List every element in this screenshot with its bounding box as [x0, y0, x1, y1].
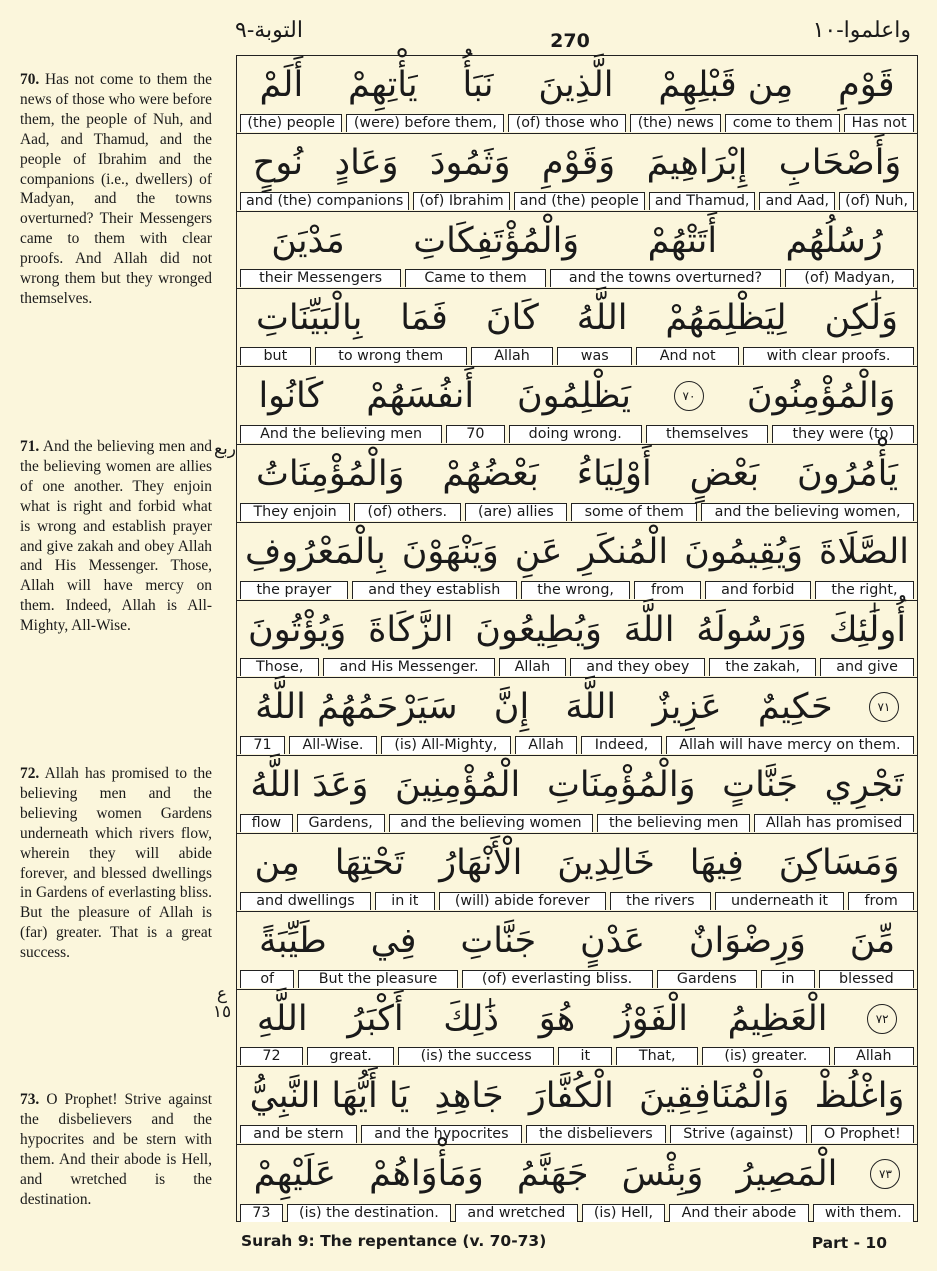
grid-row: [237, 1145, 917, 1223]
arabic-word: تَجْرِي: [824, 765, 904, 806]
english-gloss: O Prophet!: [811, 1125, 914, 1143]
grid-row: [237, 912, 917, 990]
english-gloss-line: [240, 892, 914, 910]
english-gloss: and Aad,: [759, 192, 835, 210]
arabic-word: وَمَأْوَاهُمْ: [369, 1154, 484, 1195]
english-gloss: Indeed,: [581, 736, 661, 754]
english-gloss: Allah has promised: [754, 814, 914, 832]
arabic-line: [237, 523, 917, 581]
english-gloss: and Thamud,: [649, 192, 756, 210]
english-gloss: (of) Ibrahim: [413, 192, 509, 210]
english-gloss: and they establish: [352, 581, 517, 599]
english-gloss: from: [848, 892, 914, 910]
english-gloss: (will) abide forever: [439, 892, 606, 910]
arabic-word: وَيَنْهَوْنَ: [401, 531, 499, 572]
english-gloss-line: [240, 658, 914, 676]
english-gloss: in it: [375, 892, 435, 910]
arabic-word: وَقَوْمِ: [541, 142, 616, 183]
arabic-word: وَالْمُؤْمِنَاتُ: [255, 454, 405, 494]
verse-text: O Prophet! Strive against the disbelievers and the hypocrites and be stern with them. And their abode is Hell, and wretched is the destination.: [20, 1091, 212, 1208]
footer-surah-title: Surah 9: The repentance (v. 70-73): [241, 1232, 547, 1250]
english-gloss: the disbelievers: [526, 1125, 666, 1143]
english-gloss: doing wrong.: [509, 425, 642, 443]
word-by-word-grid: [236, 55, 918, 1222]
english-gloss: Strive (against): [670, 1125, 807, 1143]
english-gloss: and the hypocrites: [361, 1125, 522, 1143]
arabic-word: أَلَمْ: [259, 65, 304, 105]
arabic-word: يَأْمُرُونَ: [796, 454, 899, 494]
grid-row: [237, 134, 917, 212]
arabic-word: الْفَوْزُ: [614, 998, 688, 1039]
english-gloss: the believing men: [597, 814, 750, 832]
arabic-word: جَهَنَّمُ: [516, 1154, 589, 1195]
arabic-word: طَيِّبَةً: [259, 920, 327, 961]
verse-text: Has not come to them the news of those who were before them, the people of Nuh, and Aad, and Thamud, and the people of Ibrahim and the companions (i.e., dwellers) of Madyan, and the towns overturned? Their Messengers came to them with clear proofs. And Allah did not wrong them but they wronged themselves.: [20, 71, 212, 307]
english-gloss: their Messengers: [240, 269, 401, 287]
english-gloss: Has not: [844, 114, 914, 132]
english-gloss: (the) people: [240, 114, 342, 132]
english-gloss: come to them: [725, 114, 840, 132]
arabic-word: رُسُلُهُم: [785, 220, 883, 261]
english-gloss: the rivers: [610, 892, 711, 910]
english-gloss: (of) those who: [508, 114, 626, 132]
arabic-word: مِّنَ: [849, 920, 896, 961]
english-gloss: Allah: [471, 347, 554, 365]
arabic-word: مِن قَبْلِهِمْ: [658, 65, 794, 105]
arabic-word: وَعَادٍ: [334, 142, 399, 183]
arabic-word: وَالْمُنَافِقِينَ: [639, 1076, 790, 1117]
english-gloss: to wrong them: [315, 347, 467, 365]
arabic-word: اللَّهَ: [623, 609, 675, 650]
arabic-word: يَا أَيُّهَا النَّبِيُّ: [249, 1076, 410, 1117]
arabic-word: وَبِئْسَ: [621, 1154, 704, 1195]
arabic-word: إِنَّ: [493, 687, 530, 728]
english-gloss: (is) greater.: [702, 1047, 830, 1065]
english-gloss: from: [634, 581, 700, 599]
arabic-line: [237, 367, 917, 425]
arabic-word: بِالْمَعْرُوفِ: [245, 531, 386, 572]
english-gloss-line: [240, 114, 914, 132]
english-gloss: Those,: [240, 658, 319, 676]
english-gloss-line: [240, 970, 914, 988]
english-gloss: underneath it: [715, 892, 844, 910]
verse-number: 72.: [20, 765, 40, 782]
arabic-line: [237, 678, 917, 736]
english-gloss-line: [240, 425, 914, 443]
english-gloss: and wretched: [455, 1204, 577, 1222]
arabic-word: مَدْيَنَ: [271, 220, 345, 261]
arabic-word: وَاغْلُظْ: [814, 1076, 905, 1117]
english-gloss: and His Messenger.: [323, 658, 494, 676]
arabic-word: الْمُؤْمِنِينَ: [395, 765, 521, 806]
english-gloss: (the) news: [630, 114, 721, 132]
arabic-word: وَعَدَ اللَّهُ: [250, 765, 369, 806]
translation-verse-71: [20, 437, 212, 636]
english-gloss: and the believing women: [389, 814, 594, 832]
arabic-word: فَمَا: [400, 298, 448, 339]
english-gloss: of: [240, 970, 294, 988]
arabic-word: وَثَمُودَ: [429, 142, 511, 183]
grid-row: [237, 678, 917, 756]
arabic-line: [237, 912, 917, 970]
arabic-word: عَدْنٍ: [580, 920, 645, 961]
arabic-word: الْكُفَّارَ: [528, 1076, 614, 1117]
verse-number-cell: 73: [240, 1204, 283, 1222]
english-gloss: (of) everlasting bliss.: [462, 970, 653, 988]
arabic-line: [237, 990, 917, 1048]
arabic-word: الصَّلَاةَ: [819, 531, 910, 572]
verse-number: 71.: [20, 438, 40, 455]
english-gloss: Allah: [499, 658, 567, 676]
english-gloss: themselves: [646, 425, 769, 443]
arabic-word: كَانَ: [485, 298, 539, 339]
english-gloss: All-Wise.: [289, 736, 377, 754]
arabic-word: الْأَنْهَارُ: [439, 843, 523, 883]
arabic-word: خَالِدِينَ: [557, 843, 655, 883]
verse-text: Allah has promised to the believing men and the believing women Gardens underneath which rivers flow, wherein they will abide forever, and blessed dwellings in Gardens of everlasting bliss. But the pleasure of Allah is (far) greater. That is a great success.: [20, 765, 213, 962]
arabic-word: جَاهِدِ: [434, 1076, 504, 1117]
english-gloss: the zakah,: [709, 658, 816, 676]
english-gloss: (is) All-Mighty,: [381, 736, 511, 754]
grid-row: [237, 756, 917, 834]
english-gloss: But the pleasure: [298, 970, 457, 988]
arabic-word: تَحْتِهَا: [334, 843, 405, 883]
arabic-word: ذَٰلِكَ: [443, 998, 500, 1039]
arabic-line: [237, 134, 917, 192]
arabic-word: قَوْمِ: [838, 65, 895, 105]
arabic-word: كَانُوا: [258, 376, 324, 417]
english-gloss: and they obey: [570, 658, 705, 676]
arabic-word: بَعْضٍ: [689, 454, 760, 494]
arabic-word: الَّذِينَ: [538, 65, 614, 105]
english-gloss: And the believing men: [240, 425, 442, 443]
english-gloss-line: [240, 269, 914, 287]
english-gloss: with clear proofs.: [743, 347, 914, 365]
english-gloss: (is) the success: [398, 1047, 554, 1065]
grid-row: [237, 289, 917, 367]
english-gloss-line: [240, 1047, 914, 1065]
arabic-word: جَنَّاتِ: [460, 920, 537, 961]
verse-text: And the believing men and the believing women are allies of one another. They enjoin what is right and forbid what is wrong and establish prayer and give zakah and obey Allah and His Messenger. Those, Allah will have mercy on them. Indeed, Allah is All-Mighty, All-Wise.: [20, 438, 212, 635]
grid-row: [237, 56, 917, 134]
arabic-word: جَنَّاتٍ: [722, 765, 798, 806]
verse-number: 73.: [20, 1091, 40, 1108]
english-gloss: (of) Nuh,: [839, 192, 914, 210]
arabic-line: [237, 834, 917, 892]
arabic-word: إِبْرَاهِيمَ: [646, 142, 748, 183]
arabic-word: بِالْبَيِّنَاتِ: [255, 298, 363, 339]
english-gloss: Allah: [515, 736, 577, 754]
translation-verse-73: [20, 1090, 212, 1209]
arabic-word: عَلَيْهِمْ: [253, 1154, 337, 1195]
english-gloss: And their abode: [669, 1204, 808, 1222]
english-gloss: Allah: [834, 1047, 914, 1065]
english-gloss: (were) before them,: [346, 114, 504, 132]
arabic-word: وَرِضْوَانٌ: [688, 920, 806, 961]
grid-row: [237, 990, 917, 1068]
english-gloss: and be stern: [240, 1125, 357, 1143]
english-gloss: it: [558, 1047, 612, 1065]
arabic-line: [237, 756, 917, 814]
arabic-line: [237, 1145, 917, 1203]
ayah-end-marker: ٧١: [869, 692, 899, 722]
footer-part-number: Part - 10: [811, 1234, 887, 1252]
arabic-word: أَكْبَرُ: [347, 998, 404, 1039]
english-gloss-line: [240, 1204, 914, 1222]
rub-marker: ربع: [214, 439, 236, 459]
ruku-marker: ع ١٥: [212, 984, 232, 1022]
translation-verse-70: [20, 70, 212, 309]
english-gloss: was: [557, 347, 632, 365]
verse-number-cell: 72: [240, 1047, 303, 1065]
arabic-word: الزَّكَاةَ: [368, 609, 454, 650]
arabic-word: فِيهَا: [689, 843, 744, 883]
page-number: 270: [550, 30, 590, 52]
english-gloss: (of) Madyan,: [785, 269, 914, 287]
arabic-word: اللَّهِ: [256, 998, 308, 1039]
arabic-line: [237, 289, 917, 347]
english-gloss: some of them: [571, 503, 697, 521]
english-gloss: the right,: [815, 581, 914, 599]
verse-number-cell: 71: [240, 736, 285, 754]
english-gloss: and dwellings: [240, 892, 371, 910]
english-gloss: flow: [240, 814, 293, 832]
english-gloss: Allah will have mercy on them.: [666, 736, 914, 754]
english-gloss: (is) the destination.: [287, 1204, 451, 1222]
arabic-word: أَوْلِيَاءُ: [576, 454, 652, 494]
english-gloss: They enjoin: [240, 503, 350, 521]
arabic-word: وَلَٰكِن: [824, 298, 899, 339]
english-gloss: Gardens: [657, 970, 758, 988]
verse-number: 70.: [20, 71, 40, 88]
english-gloss: but: [240, 347, 311, 365]
arabic-word: وَيُطِيعُونَ: [475, 609, 602, 650]
arabic-word: عَزِيزٌ: [652, 687, 722, 728]
english-gloss-line: [240, 1125, 914, 1143]
english-gloss-line: [240, 503, 914, 521]
arabic-word: فِي: [370, 920, 417, 961]
arabic-word: أَتَتْهُمْ: [647, 220, 718, 261]
english-gloss: That,: [616, 1047, 698, 1065]
grid-row: [237, 367, 917, 445]
grid-row: [237, 523, 917, 601]
arabic-word: وَأَصْحَابِ: [778, 142, 902, 183]
arabic-word: نُوحٍ: [252, 142, 304, 183]
verse-number-cell: 70: [446, 425, 504, 443]
english-gloss-line: [240, 736, 914, 754]
english-gloss: they were (to): [772, 425, 914, 443]
ayah-end-marker: ٧٣: [870, 1159, 900, 1189]
arabic-word: وَالْمُؤْمِنُونَ: [746, 376, 896, 417]
grid-row: [237, 834, 917, 912]
english-gloss: (are) allies: [465, 503, 568, 521]
surah-name-header: التوبة-٩: [235, 18, 303, 43]
arabic-word: حَكِيمٌ: [757, 687, 833, 728]
arabic-line: [237, 445, 917, 503]
english-gloss: and (the) people: [514, 192, 645, 210]
juz-name-header: واعلموا-١٠: [812, 18, 911, 43]
english-gloss: in: [761, 970, 815, 988]
english-gloss: And not: [636, 347, 739, 365]
english-gloss-line: [240, 347, 914, 365]
english-gloss: and the believing women,: [701, 503, 914, 521]
english-gloss: and forbid: [705, 581, 811, 599]
arabic-line: [237, 56, 917, 114]
english-gloss: the wrong,: [521, 581, 631, 599]
arabic-word: عَنِ: [514, 531, 563, 572]
arabic-word: أَنفُسَهُمْ: [366, 376, 475, 417]
arabic-word: وَيُقِيمُونَ: [684, 531, 804, 572]
english-gloss: blessed: [819, 970, 914, 988]
english-gloss: the prayer: [240, 581, 348, 599]
english-gloss-line: [240, 814, 914, 832]
english-gloss: Came to them: [405, 269, 546, 287]
arabic-word: يَأْتِهِمْ: [348, 65, 418, 105]
arabic-word: بَعْضُهُمْ: [442, 454, 539, 494]
arabic-word: اللَّهَ: [565, 687, 617, 728]
arabic-word: الْمُنكَرِ: [578, 531, 669, 572]
translation-verse-72: [20, 764, 212, 963]
arabic-word: سَيَرْحَمُهُمُ اللَّهُ: [255, 687, 458, 728]
arabic-word: لِيَظْلِمَهُمْ: [665, 298, 787, 339]
arabic-word: نَبَأُ: [462, 65, 494, 105]
arabic-line: [237, 212, 917, 270]
grid-row: [237, 1067, 917, 1145]
arabic-word: مِن: [254, 843, 300, 883]
english-gloss: Gardens,: [297, 814, 385, 832]
grid-row: [237, 445, 917, 523]
arabic-word: أُولَٰئِكَ: [828, 609, 907, 650]
arabic-word: الْمَصِيرُ: [736, 1154, 838, 1195]
english-gloss-line: [240, 581, 914, 599]
english-gloss: and (the) companions: [240, 192, 409, 210]
english-gloss: and give: [820, 658, 914, 676]
ayah-end-marker: ٧٢: [867, 1004, 897, 1034]
arabic-line: [237, 601, 917, 659]
arabic-word: وَمَسَاكِنَ: [778, 843, 900, 883]
arabic-word: يَظْلِمُونَ: [516, 376, 632, 417]
arabic-word: وَيُؤْتُونَ: [247, 609, 347, 650]
english-gloss: (is) Hell,: [582, 1204, 666, 1222]
english-gloss: and the towns overturned?: [550, 269, 782, 287]
arabic-word: اللَّهُ: [576, 298, 628, 339]
ayah-end-marker: ٧٠: [674, 381, 704, 411]
english-gloss: with them.: [813, 1204, 914, 1222]
english-gloss: (of) others.: [354, 503, 460, 521]
english-gloss: great.: [307, 1047, 394, 1065]
english-gloss-line: [240, 192, 914, 210]
grid-row: [237, 601, 917, 679]
arabic-word: هُوَ: [538, 998, 576, 1039]
arabic-word: وَالْمُؤْمِنَاتِ: [546, 765, 696, 806]
arabic-line: [237, 1067, 917, 1125]
arabic-word: وَالْمُؤْتَفِكَاتِ: [413, 220, 580, 261]
arabic-word: الْعَظِيمُ: [727, 998, 828, 1039]
arabic-word: وَرَسُولَهُ: [696, 609, 807, 650]
grid-row: [237, 212, 917, 290]
